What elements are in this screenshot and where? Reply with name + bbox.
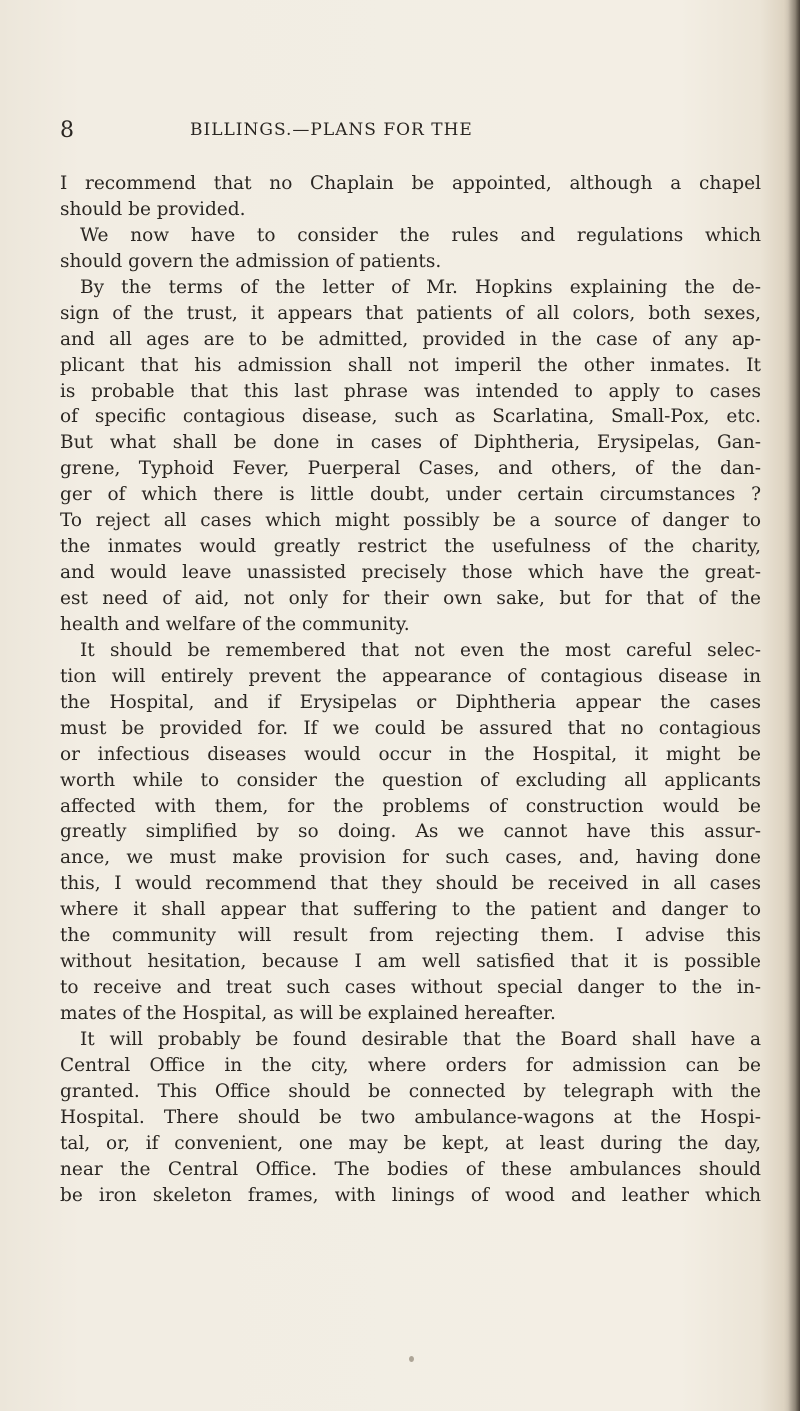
- text-line: should govern the admission of patients.: [60, 250, 442, 272]
- text-line: this, I would recommend that they should be received in all cases: [60, 873, 761, 895]
- text-line: near the Central Office. The bodies of these ambulances should: [60, 1158, 761, 1180]
- text-line: be iron skeleton frames, with linings of wood and leather which: [60, 1184, 761, 1206]
- text-line: Hospital. There should be two ambulance-wagons at the Hospi-: [60, 1106, 761, 1128]
- text-line: or infectious diseases would occur in the Hospital, it might be: [60, 743, 761, 765]
- text-line: is probable that this last phrase was intended to apply to cases: [60, 380, 761, 402]
- text-line: the Hospital, and if Erysipelas or Diphtheria appear the cases: [60, 691, 761, 713]
- text-line: grene, Typhoid Fever, Puerperal Cases, and others, of the dan-: [60, 458, 761, 480]
- text-line: To reject all cases which might possibly be a source of danger to: [60, 510, 761, 532]
- running-head: BILLINGS.—PLANS FOR THE: [190, 120, 473, 140]
- text-line: must be provided for. If we could be assured that no contagious: [60, 717, 761, 739]
- text-line: worth while to consider the question of excluding all applicants: [60, 769, 761, 791]
- text-line: mates of the Hospital, as will be explained hereafter.: [60, 1003, 556, 1024]
- text-line: ance, we must make provision for such cases, and, having done: [60, 847, 761, 869]
- text-line: tal, or, if convenient, one may be kept, at least during the day,: [60, 1132, 761, 1154]
- text-line: est need of aid, not only for their own sake, but for that of the: [60, 588, 761, 609]
- text-line: without hesitation, because I am well satisfied that it is possible: [60, 951, 761, 973]
- text-line: We now have to consider the rules and regulations which: [80, 224, 761, 246]
- text-line: ger of which there is little doubt, under certain circumstances ?: [60, 484, 761, 506]
- text-line: sign of the trust, it appears that patients of all colors, both sexes,: [60, 302, 761, 324]
- text-line: the inmates would greatly restrict the usefulness of the charity,: [60, 536, 761, 558]
- text-line: plicant that his admission shall not imperil the other inmates. It: [60, 354, 761, 376]
- text-line: affected with them, for the problems of construction would be: [60, 795, 761, 817]
- text-line: to receive and treat such cases without special danger to the in-: [60, 977, 761, 999]
- page-edge-shadow: [788, 0, 800, 1411]
- text-line: But what shall be done in cases of Diphtheria, Erysipelas, Gan-: [60, 432, 761, 454]
- text-line: Central Office in the city, where orders for admission can be: [60, 1054, 761, 1076]
- text-line: should be provided.: [60, 198, 246, 220]
- text-line: It should be remembered that not even the most careful selec-: [80, 639, 761, 661]
- text-line: By the terms of the letter of Mr. Hopkins explaining the de-: [80, 276, 761, 298]
- ink-speck: [409, 1356, 414, 1362]
- text-line: the community will result from rejecting them. I advise this: [60, 925, 761, 947]
- text-line: greatly simplified by so doing. As we cannot have this assur-: [60, 821, 761, 843]
- text-line: It will probably be found desirable that the Board shall have a: [80, 1028, 761, 1050]
- text-line: and all ages are to be admitted, provided in the case of any ap-: [60, 328, 761, 350]
- body-text: [60, 171, 761, 1209]
- text-line: of specific contagious disease, such as Scarlatina, Small-Pox, etc.: [60, 406, 761, 428]
- page-header: [60, 118, 760, 148]
- text-line: and would leave unassisted precisely those which have the great-: [60, 562, 761, 584]
- page-number: 8: [60, 118, 74, 143]
- text-line: granted. This Office should be connected by telegraph with the: [60, 1080, 761, 1102]
- text-line: I recommend that no Chaplain be appointed, although a chapel: [60, 173, 761, 194]
- text-line: health and welfare of the community.: [60, 613, 410, 635]
- text-line: where it shall appear that suffering to the patient and danger to: [60, 899, 761, 921]
- text-line: tion will entirely prevent the appearance of contagious disease in: [60, 665, 761, 687]
